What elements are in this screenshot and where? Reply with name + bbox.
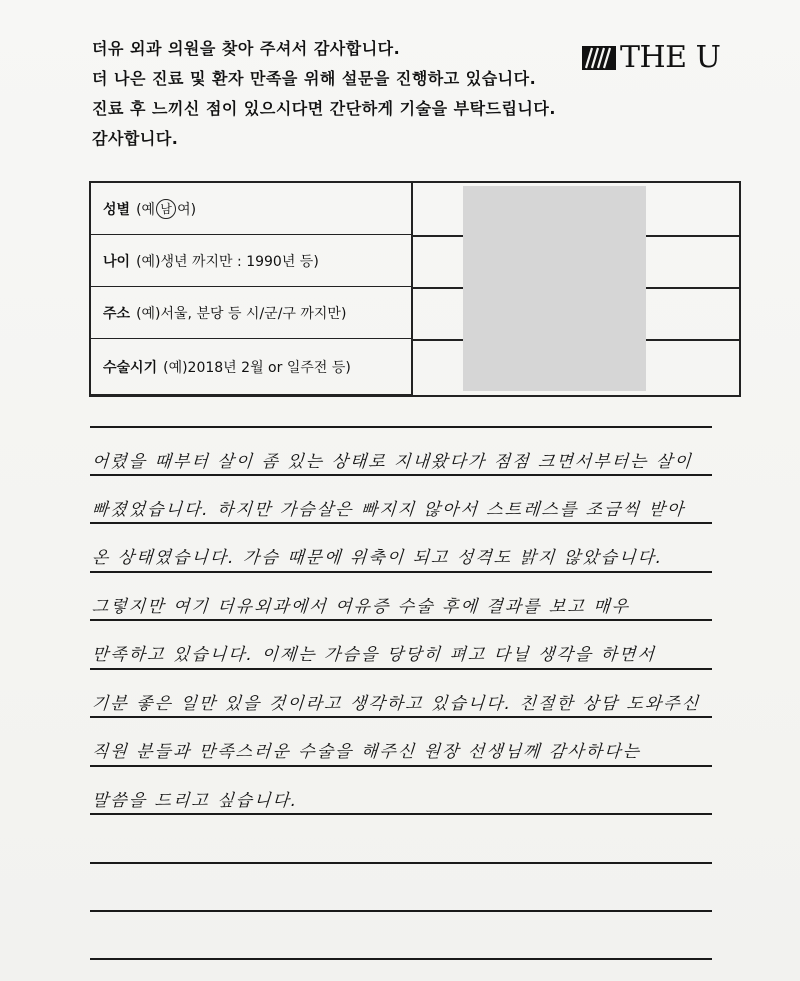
handwritten-line: 말씀을 드리고 싶습니다. [91,791,299,811]
handwritten-line: 기분 좋은 일만 있을 것이라고 생각하고 있습니다. 친절한 상담 도와주신 [91,694,701,714]
ruled-line [90,958,712,960]
intro-line: 진료 후 느끼신 점이 있으시다면 간단하게 기술을 부탁드립니다. [92,99,556,118]
ruled-line [90,619,712,621]
intro-line: 감사합니다. [92,129,179,148]
field-hint: 여) [177,201,197,218]
field-label: 성별 [103,201,131,218]
field-hint: (예)서울, 분당 등 시/군/구 까지만) [136,305,347,322]
handwritten-line: 만족하고 있습니다. 이제는 가슴을 당당히 펴고 다닐 생각을 하면서 [91,645,657,665]
handwritten-line: 빠졌었습니다. 하지만 가슴살은 빠지지 않아서 스트레스를 조금씩 받아 [91,500,686,520]
intro-line: 더 나은 진료 및 환자 만족을 위해 설문을 진행하고 있습니다. [92,69,537,88]
logo-text: THE U [620,40,721,75]
form-row-gender [91,183,411,235]
ruled-line [90,862,712,864]
table-divider [411,183,413,395]
handwritten-line: 그렇지만 여기 더유외과에서 여유증 수술 후에 결과를 보고 매우 [91,597,631,617]
form-row-age [91,235,411,287]
logo-mark-icon [582,44,616,72]
field-hint: (예)2018년 2월 or 일주전 등) [163,359,351,376]
intro-line: 더유 외과 의원을 찾아 주셔서 감사합니다. [92,39,401,58]
ruled-line [90,426,712,428]
ruled-line [90,813,712,815]
handwritten-line: 직원 분들과 만족스러운 수술을 해주신 원장 선생님께 감사하다는 [91,742,642,762]
circled-option: 남 [156,199,176,219]
ruled-line [90,910,712,912]
field-hint: (예)생년 까지만 : 1990년 등) [136,253,319,270]
form-row-address [91,287,411,339]
intro-text [92,34,556,154]
field-label: 나이 [103,253,131,270]
handwritten-line: 온 상태였습니다. 가슴 때문에 위축이 되고 성격도 밝지 않았습니다. [91,548,664,568]
ruled-line [90,668,712,670]
ruled-line [90,571,712,573]
ruled-line [90,765,712,767]
ruled-line [90,716,712,718]
redacted-answers [463,186,646,391]
field-label: 수술시기 [103,359,158,376]
ruled-line [90,474,712,476]
survey-form-table [89,181,741,397]
ruled-line [90,522,712,524]
field-label: 주소 [103,305,131,322]
logo [582,40,720,75]
handwritten-line: 어렸을 때부터 살이 좀 있는 상태로 지내왔다가 점점 크면서부터는 살이 [91,452,694,472]
field-hint: (예 [136,201,156,218]
form-row-surgery-date [91,339,411,395]
